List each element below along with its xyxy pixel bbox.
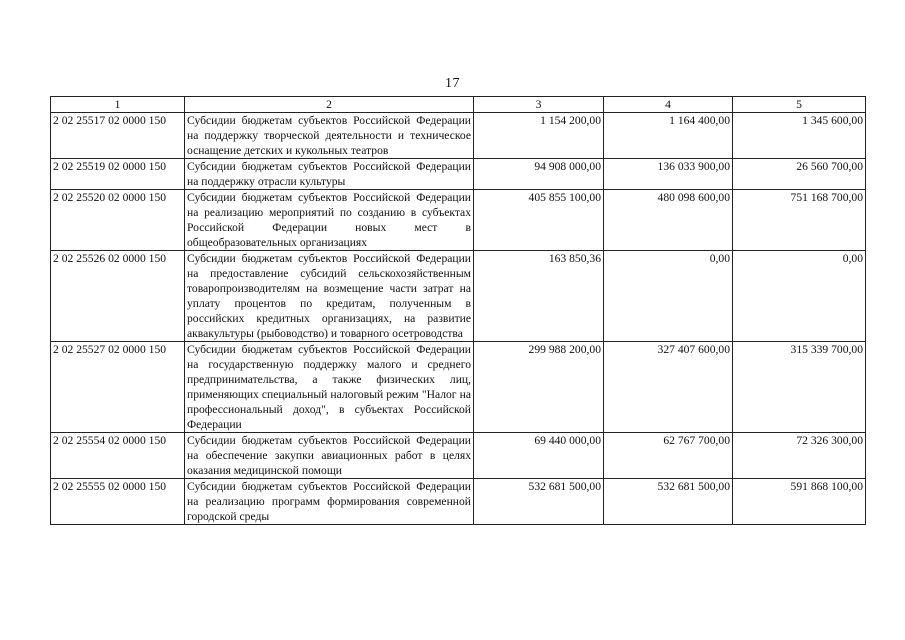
amount-col-4-cell: 0,00 <box>604 251 733 342</box>
budget-code-cell: 2 02 25520 02 0000 150 <box>51 190 185 251</box>
table-row <box>51 433 866 479</box>
amount-col-3-cell: 299 988 200,00 <box>474 342 604 433</box>
header-col-1: 1 <box>51 97 185 113</box>
amount-col-4-cell: 532 681 500,00 <box>604 479 733 525</box>
budget-table <box>50 96 866 525</box>
amount-col-3-cell: 163 850,36 <box>474 251 604 342</box>
table-row <box>51 113 866 159</box>
description-cell: Субсидии бюджетам субъектов Российской Федерации на реализацию мероприятий по созданию в субъектах Российской Федерации новых мест в общеобразовательных организациях <box>185 190 474 251</box>
amount-col-5-cell: 26 560 700,00 <box>733 159 866 190</box>
table-row <box>51 342 866 433</box>
amount-col-5-cell: 72 326 300,00 <box>733 433 866 479</box>
table-row <box>51 190 866 251</box>
amount-col-3-cell: 532 681 500,00 <box>474 479 604 525</box>
amount-col-3-cell: 94 908 000,00 <box>474 159 604 190</box>
budget-code-cell: 2 02 25519 02 0000 150 <box>51 159 185 190</box>
amount-col-5-cell: 1 345 600,00 <box>733 113 866 159</box>
description-cell: Субсидии бюджетам субъектов Российской Федерации на предоставление субсидий сельскохозяйственным товаропроизводителям на возмещение части затрат на уплату процентов по кредитам, полученным в российских кредитных организациях, на развитие аквакультуры (рыбоводство) и товарного осетроводства <box>185 251 474 342</box>
amount-col-4-cell: 480 098 600,00 <box>604 190 733 251</box>
amount-col-4-cell: 327 407 600,00 <box>604 342 733 433</box>
header-col-5: 5 <box>733 97 866 113</box>
amount-col-4-cell: 62 767 700,00 <box>604 433 733 479</box>
header-col-4: 4 <box>604 97 733 113</box>
header-col-2: 2 <box>185 97 474 113</box>
header-row <box>51 97 866 113</box>
description-cell: Субсидии бюджетам субъектов Российской Федерации на реализацию программ формирования современной городской среды <box>185 479 474 525</box>
amount-col-5-cell: 591 868 100,00 <box>733 479 866 525</box>
description-cell: Субсидии бюджетам субъектов Российской Федерации на поддержку отрасли культуры <box>185 159 474 190</box>
amount-col-4-cell: 136 033 900,00 <box>604 159 733 190</box>
amount-col-4-cell: 1 164 400,00 <box>604 113 733 159</box>
budget-code-cell: 2 02 25554 02 0000 150 <box>51 433 185 479</box>
budget-code-cell: 2 02 25527 02 0000 150 <box>51 342 185 433</box>
description-cell: Субсидии бюджетам субъектов Российской Федерации на обеспечение закупки авиационных работ в целях оказания медицинской помощи <box>185 433 474 479</box>
table-row <box>51 479 866 525</box>
header-col-3: 3 <box>474 97 604 113</box>
description-cell: Субсидии бюджетам субъектов Российской Федерации на государственную поддержку малого и среднего предпринимательства, а также физических лиц, применяющих специальный налоговый режим "Налог на профессиональный доход", в субъектах Российской Федерации <box>185 342 474 433</box>
amount-col-5-cell: 315 339 700,00 <box>733 342 866 433</box>
amount-col-3-cell: 1 154 200,00 <box>474 113 604 159</box>
budget-code-cell: 2 02 25526 02 0000 150 <box>51 251 185 342</box>
budget-code-cell: 2 02 25517 02 0000 150 <box>51 113 185 159</box>
budget-code-cell: 2 02 25555 02 0000 150 <box>51 479 185 525</box>
table-row <box>51 251 866 342</box>
page-number: 17 <box>445 76 460 91</box>
description-cell: Субсидии бюджетам субъектов Российской Федерации на поддержку творческой деятельности и техническое оснащение детских и кукольных театров <box>185 113 474 159</box>
amount-col-5-cell: 751 168 700,00 <box>733 190 866 251</box>
amount-col-3-cell: 405 855 100,00 <box>474 190 604 251</box>
amount-col-3-cell: 69 440 000,00 <box>474 433 604 479</box>
table-row <box>51 159 866 190</box>
amount-col-5-cell: 0,00 <box>733 251 866 342</box>
